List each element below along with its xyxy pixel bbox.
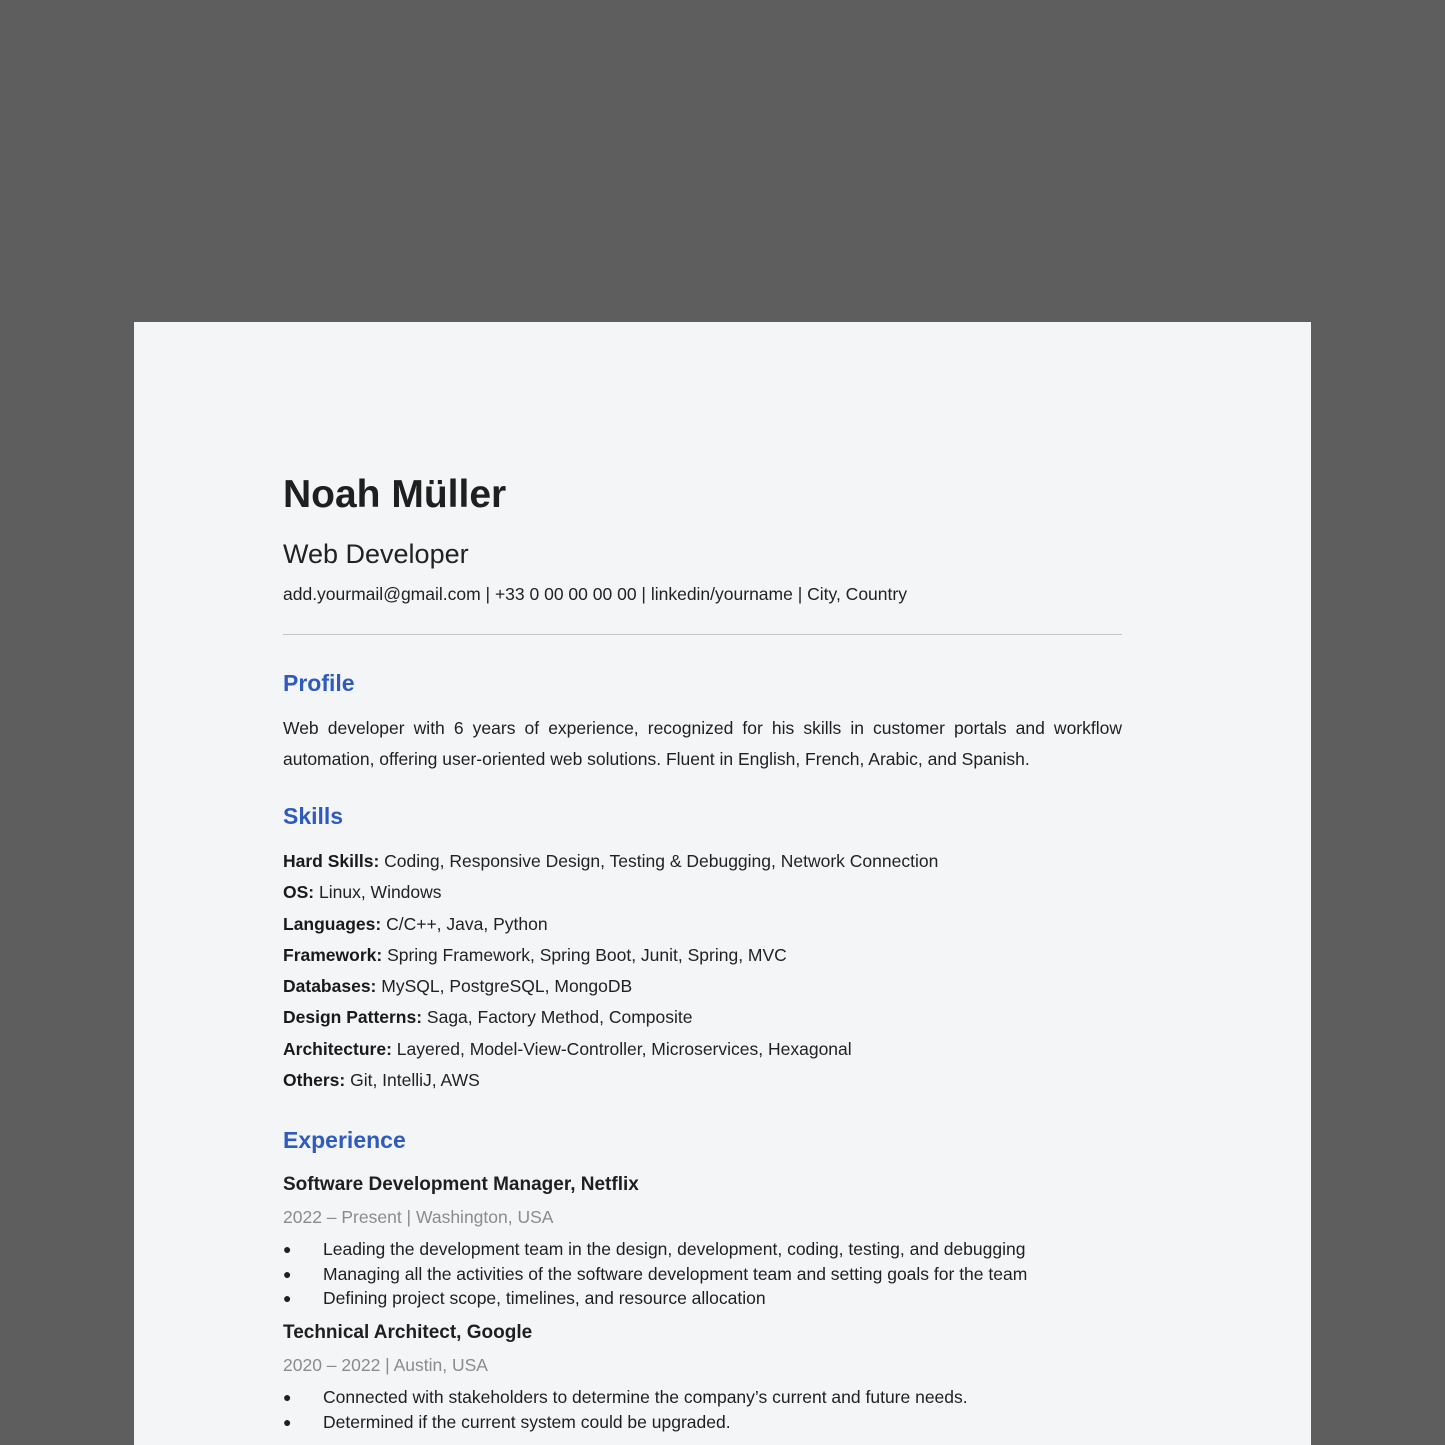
skill-value: Git, IntelliJ, AWS	[345, 1070, 480, 1091]
bullet-icon: ●	[283, 1265, 292, 1282]
job-bullet-text: Determined if the current system could be upgraded.	[323, 1411, 731, 1432]
skill-value: Coding, Responsive Design, Testing & Debugging, Network Connection	[379, 851, 939, 871]
bullet-icon: ●	[283, 1241, 292, 1258]
skill-value: Layered, Model-View-Controller, Microservices, Hexagonal	[391, 1038, 852, 1059]
skill-row	[283, 909, 1122, 940]
bullet-icon: ●	[283, 1389, 292, 1406]
bullet-icon: ●	[283, 1413, 292, 1430]
profile-heading: Profile	[283, 670, 355, 696]
skill-row	[283, 1002, 1122, 1033]
skill-label: Design Patterns:	[283, 1007, 423, 1028]
job-bullet	[283, 1237, 1122, 1261]
resume-page	[134, 322, 1311, 1445]
job-bullets	[283, 1385, 1122, 1434]
job-bullet	[283, 1410, 1122, 1434]
skill-label: Databases:	[283, 976, 377, 997]
header-divider	[283, 634, 1122, 635]
job-entry-meta: 2020 – 2022 | Austin, USA	[283, 1355, 488, 1376]
skill-row	[283, 1034, 1122, 1065]
job-entry-google	[283, 1320, 1122, 1434]
candidate-name: Noah Müller	[283, 473, 507, 516]
job-bullet-text: Defining project scope, timelines, and resource allocation	[323, 1287, 766, 1308]
skill-label: Framework:	[283, 944, 383, 965]
job-entry-netflix	[283, 1172, 1122, 1310]
skills-list	[283, 846, 1122, 1096]
skill-row	[283, 971, 1122, 1002]
job-bullet	[283, 1385, 1122, 1409]
job-bullets	[283, 1237, 1122, 1310]
skill-label: Architecture:	[283, 1038, 392, 1059]
skill-label: Hard Skills:	[283, 851, 380, 871]
resume-content	[283, 472, 1122, 1434]
skill-label: OS:	[283, 882, 315, 903]
job-bullet-text: Connected with stakeholders to determine the company’s current and future needs.	[323, 1387, 968, 1408]
skill-row	[283, 846, 1122, 877]
profile-text: Web developer with 6 years of experience, recognized for his skills in customer portals and workflow automation, offering user-oriented web solutions. Fluent in English, French, Arabic, and Spanish.	[283, 718, 1122, 769]
skill-value: MySQL, PostgreSQL, MongoDB	[376, 976, 633, 997]
skill-label: Languages:	[283, 913, 382, 934]
job-bullet	[283, 1262, 1122, 1286]
skill-label: Others:	[283, 1070, 346, 1091]
job-title: Web Developer	[283, 539, 469, 569]
job-entry-title: Technical Architect, Google	[283, 1322, 533, 1344]
job-bullet-text: Leading the development team in the design, development, coding, testing, and debugging	[323, 1239, 1026, 1260]
job-entry-title: Software Development Manager, Netflix	[283, 1174, 639, 1196]
job-bullet	[283, 1286, 1122, 1310]
contact-line: add.yourmail@gmail.com | +33 0 00 00 00 00 | linkedin/yourname | City, Country	[283, 584, 907, 604]
skill-value: Linux, Windows	[314, 882, 442, 903]
skill-value: Saga, Factory Method, Composite	[422, 1007, 693, 1028]
skill-row	[283, 940, 1122, 971]
bullet-icon: ●	[283, 1289, 292, 1306]
skill-row	[283, 877, 1122, 908]
job-entry-meta: 2022 – Present | Washington, USA	[283, 1207, 554, 1228]
skill-value: C/C++, Java, Python	[381, 913, 548, 934]
experience-heading: Experience	[283, 1127, 406, 1154]
skill-row	[283, 1065, 1122, 1096]
skill-value: Spring Framework, Spring Boot, Junit, Spring, MVC	[382, 944, 787, 965]
job-bullet-text: Managing all the activities of the software development team and setting goals for the team	[323, 1263, 1028, 1284]
skills-heading: Skills	[283, 803, 344, 829]
